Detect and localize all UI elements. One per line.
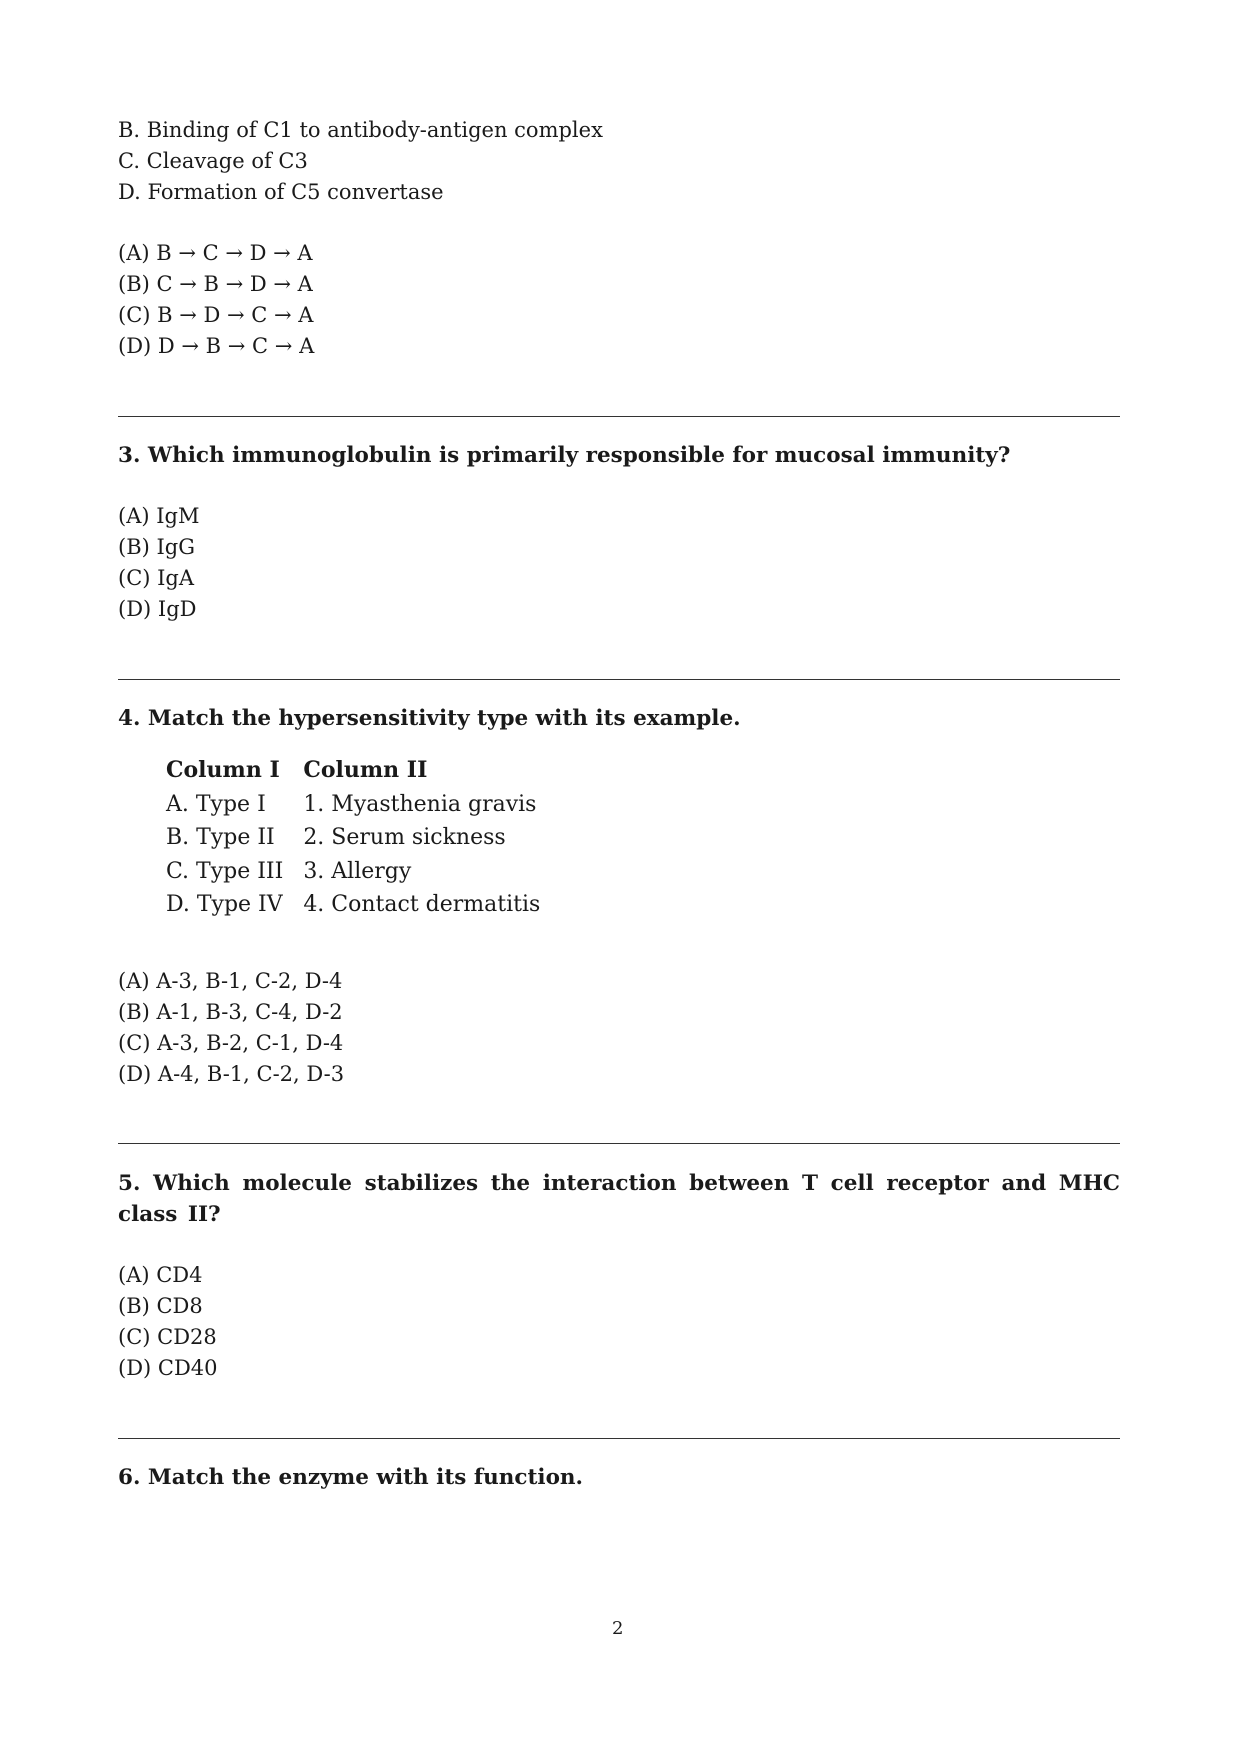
cell: D. Type IV — [166, 892, 283, 917]
option: (D) D → B → C → A — [118, 334, 315, 358]
question-4: 4. Match the hypersensitivity type with its example. — [118, 706, 741, 731]
option: (A) IgM — [118, 504, 200, 528]
option: (C) IgA — [118, 566, 195, 590]
cell: A. Type I — [166, 791, 266, 817]
match-table — [160, 754, 554, 922]
question-6: 6. Match the enzyme with its function. — [118, 1465, 584, 1490]
question-5: 5. Which molecule stabilizes the interaction between T cell receptor and MHC class II? — [118, 1171, 1120, 1227]
cell: B. Type II — [166, 825, 275, 850]
q4-options — [118, 966, 344, 1090]
option: (B) IgG — [118, 535, 196, 559]
option: (B) A-1, B-3, C-4, D-2 — [118, 1000, 343, 1024]
option: (D) CD40 — [118, 1356, 218, 1380]
column-header: Column I — [166, 757, 280, 783]
item: D. Formation of C5 convertase — [118, 180, 444, 204]
q2-options — [118, 238, 314, 362]
cell: 1. Myasthenia gravis — [303, 791, 537, 817]
item: B. Binding of C1 to antibody-antigen complex — [118, 118, 603, 142]
table-row — [160, 888, 554, 922]
option: (C) CD28 — [118, 1325, 217, 1349]
table-row — [160, 788, 554, 822]
option: (A) B → C → D → A — [118, 241, 313, 265]
option: (B) C → B → D → A — [118, 272, 313, 296]
q3-options — [118, 501, 199, 625]
option: (D) A-4, B-1, C-2, D-3 — [118, 1062, 345, 1086]
q5-options — [118, 1260, 218, 1384]
option: (C) A-3, B-2, C-1, D-4 — [118, 1031, 344, 1055]
q2-items — [118, 115, 603, 208]
divider — [118, 1438, 1120, 1439]
divider — [118, 679, 1120, 680]
option: (A) A-3, B-1, C-2, D-4 — [118, 969, 343, 993]
option: (D) IgD — [118, 597, 197, 621]
column-header: Column II — [303, 757, 428, 783]
cell: 4. Contact dermatitis — [303, 892, 541, 917]
question-3: 3. Which immunoglobulin is primarily responsible for mucosal immunity? — [118, 443, 1011, 468]
cell: C. Type III — [166, 858, 284, 884]
option: (A) CD4 — [118, 1263, 203, 1287]
option: (C) B → D → C → A — [118, 303, 314, 327]
divider — [118, 416, 1120, 417]
cell: 2. Serum sickness — [303, 825, 506, 850]
table-row — [160, 821, 554, 855]
page-number: 2 — [612, 1618, 624, 1639]
option: (B) CD8 — [118, 1294, 203, 1318]
divider — [118, 1143, 1120, 1144]
table-row — [160, 855, 554, 889]
cell: 3. Allergy — [303, 858, 412, 884]
item: C. Cleavage of C3 — [118, 149, 308, 173]
